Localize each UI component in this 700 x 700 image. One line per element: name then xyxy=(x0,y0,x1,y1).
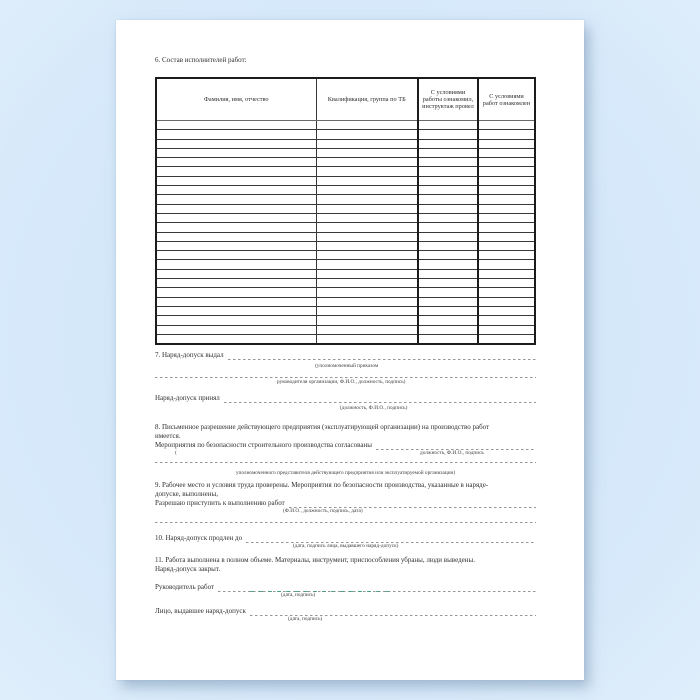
table-row xyxy=(156,325,535,334)
table-cell-empty xyxy=(478,325,535,334)
table-cell-empty xyxy=(418,251,478,260)
table-cell-empty xyxy=(478,232,535,241)
section6-title: 6. Состав исполнителей работ: xyxy=(155,56,247,64)
section9-note: (Ф.И.О., должность, подпись, дата) xyxy=(283,508,363,514)
table-cell-empty xyxy=(156,148,316,157)
table-cell-empty xyxy=(418,148,478,157)
open-paren: ( xyxy=(175,450,177,456)
issuer-note: (дата, подпись) xyxy=(288,616,323,622)
section7 xyxy=(155,351,536,412)
table-cell-empty xyxy=(418,334,478,344)
section9 xyxy=(155,479,536,523)
section11-text-line2: Наряд-допуск закрыт. xyxy=(155,565,221,573)
table-cell-empty xyxy=(478,139,535,148)
section11-text-line1: 11. Работа выполнена в полном объеме. Материалы, инструмент, приспособления убраны, люди выведены. xyxy=(155,556,475,564)
table-cell-empty xyxy=(418,306,478,315)
table-cell-empty xyxy=(418,325,478,334)
table-cell-empty xyxy=(156,223,316,232)
table-cell-empty xyxy=(418,260,478,269)
table-cell-empty xyxy=(156,325,316,334)
table-cell-empty xyxy=(418,223,478,232)
table-cell-empty xyxy=(418,130,478,139)
table-row xyxy=(156,297,535,306)
section8-note-bottom: уполномоченного представителя действующего предприятия или эксплуатируемой организации) xyxy=(235,470,456,476)
measures-agreed-row xyxy=(155,441,536,450)
table-cell-empty xyxy=(316,195,418,204)
table-cell-empty xyxy=(316,223,418,232)
table-row xyxy=(156,121,535,130)
document-page xyxy=(116,20,584,680)
table-cell-empty xyxy=(316,121,418,130)
table-cell-empty xyxy=(418,176,478,185)
table-cell-empty xyxy=(316,148,418,157)
section8-text-line1: 8. Письменное разрешение действующего предприятия (эксплуатирующей организации) на производство работ xyxy=(155,423,490,431)
permit-start-label: Разрешаю приступить к выполнению работ xyxy=(155,499,285,507)
table-cell-empty xyxy=(156,241,316,250)
table-cell-empty xyxy=(156,121,316,130)
work-supervisor-label: Руководитель работ xyxy=(155,583,215,591)
section9-text-line1: 9. Рабочее место и условия труда проверены. Мероприятия по безопасности производства, указанные в наряде- xyxy=(155,481,489,489)
table-cell-empty xyxy=(316,130,418,139)
table-cell-empty xyxy=(316,297,418,306)
table-cell-empty xyxy=(478,269,535,278)
signature-line xyxy=(218,584,536,592)
table-cell-empty xyxy=(478,223,535,232)
table-cell-empty xyxy=(418,316,478,325)
signature-line xyxy=(250,608,536,616)
table-cell-empty xyxy=(418,167,478,176)
table-row xyxy=(156,316,535,325)
performers-table xyxy=(155,77,536,345)
table-cell-empty xyxy=(478,306,535,315)
table-cell-empty xyxy=(418,195,478,204)
table-cell-empty xyxy=(478,260,535,269)
signature-line xyxy=(155,374,536,378)
table-cell-empty xyxy=(418,139,478,148)
section8 xyxy=(155,420,536,477)
signature-line xyxy=(224,395,536,403)
table-row xyxy=(156,204,535,213)
table-row xyxy=(156,213,535,222)
table-row xyxy=(156,241,535,250)
table-cell-empty xyxy=(156,306,316,315)
table-cell-empty xyxy=(478,176,535,185)
table-cell-empty xyxy=(156,297,316,306)
table-cell-empty xyxy=(478,297,535,306)
table-cell-empty xyxy=(418,279,478,288)
table-cell-empty xyxy=(156,334,316,344)
table-cell-empty xyxy=(316,232,418,241)
table-cell-empty xyxy=(156,204,316,213)
table-cell-empty xyxy=(156,130,316,139)
table-row xyxy=(156,158,535,167)
table-cell-empty xyxy=(478,241,535,250)
table-cell-empty xyxy=(316,334,418,344)
table-row xyxy=(156,279,535,288)
table-cell-empty xyxy=(478,288,535,297)
table-cell-empty xyxy=(418,297,478,306)
col-header-qualification: Квалификация, группа по ТБ xyxy=(316,78,418,121)
table-cell-empty xyxy=(478,251,535,260)
table-cell-empty xyxy=(316,269,418,278)
accepted-note: (должность, Ф.И.О., подпись) xyxy=(340,405,408,411)
table-cell-empty xyxy=(478,213,535,222)
performers-table-wrap xyxy=(155,77,536,345)
table-cell-empty xyxy=(156,176,316,185)
permit-extended-row xyxy=(155,534,536,543)
table-cell-empty xyxy=(316,167,418,176)
table-cell-empty xyxy=(316,204,418,213)
permit-issuer-label: Лицо, выдавшее наряд-допуск xyxy=(155,607,246,615)
table-cell-empty xyxy=(156,186,316,195)
permit-issuer-row xyxy=(155,607,536,616)
table-cell-empty xyxy=(316,260,418,269)
section8-paren-row xyxy=(155,450,536,457)
section10 xyxy=(155,532,536,550)
work-supervisor-row xyxy=(155,583,536,592)
table-cell-empty xyxy=(316,251,418,260)
table-cell-empty xyxy=(418,269,478,278)
table-body xyxy=(156,121,535,345)
table-row xyxy=(156,334,535,344)
table-cell-empty xyxy=(316,176,418,185)
permit-accepted-label: Наряд-допуск принял xyxy=(155,394,220,402)
signature-line xyxy=(228,352,536,360)
table-cell-empty xyxy=(156,167,316,176)
table-row xyxy=(156,260,535,269)
section11 xyxy=(155,554,536,623)
signature-line xyxy=(155,459,536,463)
table-cell-empty xyxy=(156,158,316,167)
table-header xyxy=(156,78,535,121)
table-row xyxy=(156,148,535,157)
table-cell-empty xyxy=(316,316,418,325)
table-cell-empty xyxy=(156,195,316,204)
table-cell-empty xyxy=(316,279,418,288)
col-header-name: Фамилия, имя, отчество xyxy=(156,78,316,121)
signature-line xyxy=(246,535,536,543)
table-cell-empty xyxy=(156,288,316,297)
col-header-acknowledged: С условиями работ ознакомлен xyxy=(478,78,535,121)
signature-line xyxy=(289,500,536,508)
signature-line xyxy=(376,442,536,450)
table-row xyxy=(156,130,535,139)
table-cell-empty xyxy=(478,130,535,139)
table-row xyxy=(156,269,535,278)
table-row xyxy=(156,251,535,260)
table-cell-empty xyxy=(478,279,535,288)
measures-agreed-label: Мероприятия по безопасности строительного производства согласованы xyxy=(155,441,372,449)
table-cell-empty xyxy=(418,241,478,250)
table-cell-empty xyxy=(478,186,535,195)
table-cell-empty xyxy=(478,204,535,213)
table-row xyxy=(156,176,535,185)
permit-extended-label: 10. Наряд-допуск продлен до xyxy=(155,534,243,542)
table-cell-empty xyxy=(478,148,535,157)
signature-line xyxy=(155,519,536,523)
table-cell-empty xyxy=(478,121,535,130)
table-header-row xyxy=(156,78,535,121)
table-cell-empty xyxy=(156,232,316,241)
table-cell-empty xyxy=(418,232,478,241)
table-cell-empty xyxy=(478,167,535,176)
permit-issued-row xyxy=(155,351,536,360)
table-cell-empty xyxy=(316,158,418,167)
table-row xyxy=(156,232,535,241)
table-cell-empty xyxy=(316,306,418,315)
table-cell-empty xyxy=(316,325,418,334)
table-cell-empty xyxy=(418,288,478,297)
table-cell-empty xyxy=(156,269,316,278)
table-cell-empty xyxy=(156,279,316,288)
section8-text-line2: имеется. xyxy=(155,432,181,440)
issued-note-2: руководителя организации, Ф.И.О., должность, подпись) xyxy=(277,379,406,385)
permit-start-row xyxy=(155,499,536,508)
table-cell-empty xyxy=(156,213,316,222)
table-cell-empty xyxy=(156,139,316,148)
table-cell-empty xyxy=(316,241,418,250)
section10-note: (дата, подпись лица, выдавшего наряд-допуск) xyxy=(293,543,399,549)
table-row xyxy=(156,186,535,195)
table-cell-empty xyxy=(156,251,316,260)
section8-note-right: должность, Ф.И.О., подпись xyxy=(420,450,484,456)
table-cell-empty xyxy=(156,260,316,269)
table-row xyxy=(156,306,535,315)
issued-note-1: (уполномоченный приказом xyxy=(315,363,379,369)
table-row xyxy=(156,139,535,148)
table-cell-empty xyxy=(418,158,478,167)
section9-text-line2: допуске, выполнены, xyxy=(155,490,218,498)
permit-issued-label: 7. Наряд-допуск выдал xyxy=(155,351,224,359)
table-row xyxy=(156,195,535,204)
table-cell-empty xyxy=(316,288,418,297)
table-row xyxy=(156,223,535,232)
table-cell-empty xyxy=(478,195,535,204)
table-cell-empty xyxy=(316,186,418,195)
table-cell-empty xyxy=(156,316,316,325)
table-cell-empty xyxy=(418,213,478,222)
table-cell-empty xyxy=(418,121,478,130)
table-cell-empty xyxy=(478,334,535,344)
table-cell-empty xyxy=(478,158,535,167)
col-header-briefing-given: С условиями работы ознакомил, инструктаж провел xyxy=(418,78,478,121)
table-cell-empty xyxy=(316,213,418,222)
table-cell-empty xyxy=(316,139,418,148)
table-cell-empty xyxy=(418,186,478,195)
table-cell-empty xyxy=(478,316,535,325)
supervisor-note: (дата, подпись) xyxy=(281,592,316,598)
table-cell-empty xyxy=(418,204,478,213)
permit-accepted-row xyxy=(155,394,536,403)
table-row xyxy=(156,288,535,297)
table-row xyxy=(156,167,535,176)
